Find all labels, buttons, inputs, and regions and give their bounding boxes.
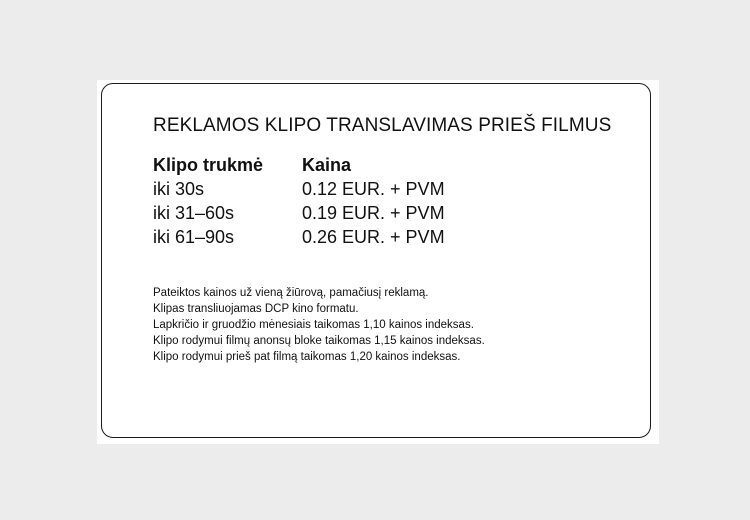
header-price: Kaina	[302, 155, 352, 175]
row-price: 0.19 EUR. + PVM	[302, 203, 445, 223]
note-line: Pateiktos kainos už vieną žiūrovą, pamačiusį reklamą.	[153, 287, 429, 299]
table-header-row	[153, 153, 445, 177]
header-duration: Klipo trukmė	[153, 155, 264, 175]
note-line: Lapkričio ir gruodžio mėnesiais taikomas 1,10 kainos indeksas.	[153, 319, 474, 331]
card-title: REKLAMOS KLIPO TRANSLAVIMAS PRIEŠ FILMUS	[153, 115, 612, 136]
row-duration: iki 61–90s	[153, 227, 235, 247]
note-line: Klipo rodymui prieš pat filmą taikomas 1,20 kainos indeksas.	[153, 351, 461, 363]
pricing-card	[101, 83, 651, 438]
note-line: Klipas transliuojamas DCP kino formatu.	[153, 303, 359, 315]
note-line: Klipo rodymui filmų anonsų bloke taikomas 1,15 kainos indeksas.	[153, 335, 485, 347]
row-price: 0.12 EUR. + PVM	[302, 179, 445, 199]
price-table	[153, 153, 445, 249]
table-row	[153, 177, 445, 201]
document-canvas	[97, 80, 659, 444]
row-duration: iki 31–60s	[153, 203, 235, 223]
row-price: 0.26 EUR. + PVM	[302, 227, 445, 247]
table-row	[153, 225, 445, 249]
table-row	[153, 201, 445, 225]
notes-block	[153, 285, 485, 365]
row-duration: iki 30s	[153, 179, 205, 199]
